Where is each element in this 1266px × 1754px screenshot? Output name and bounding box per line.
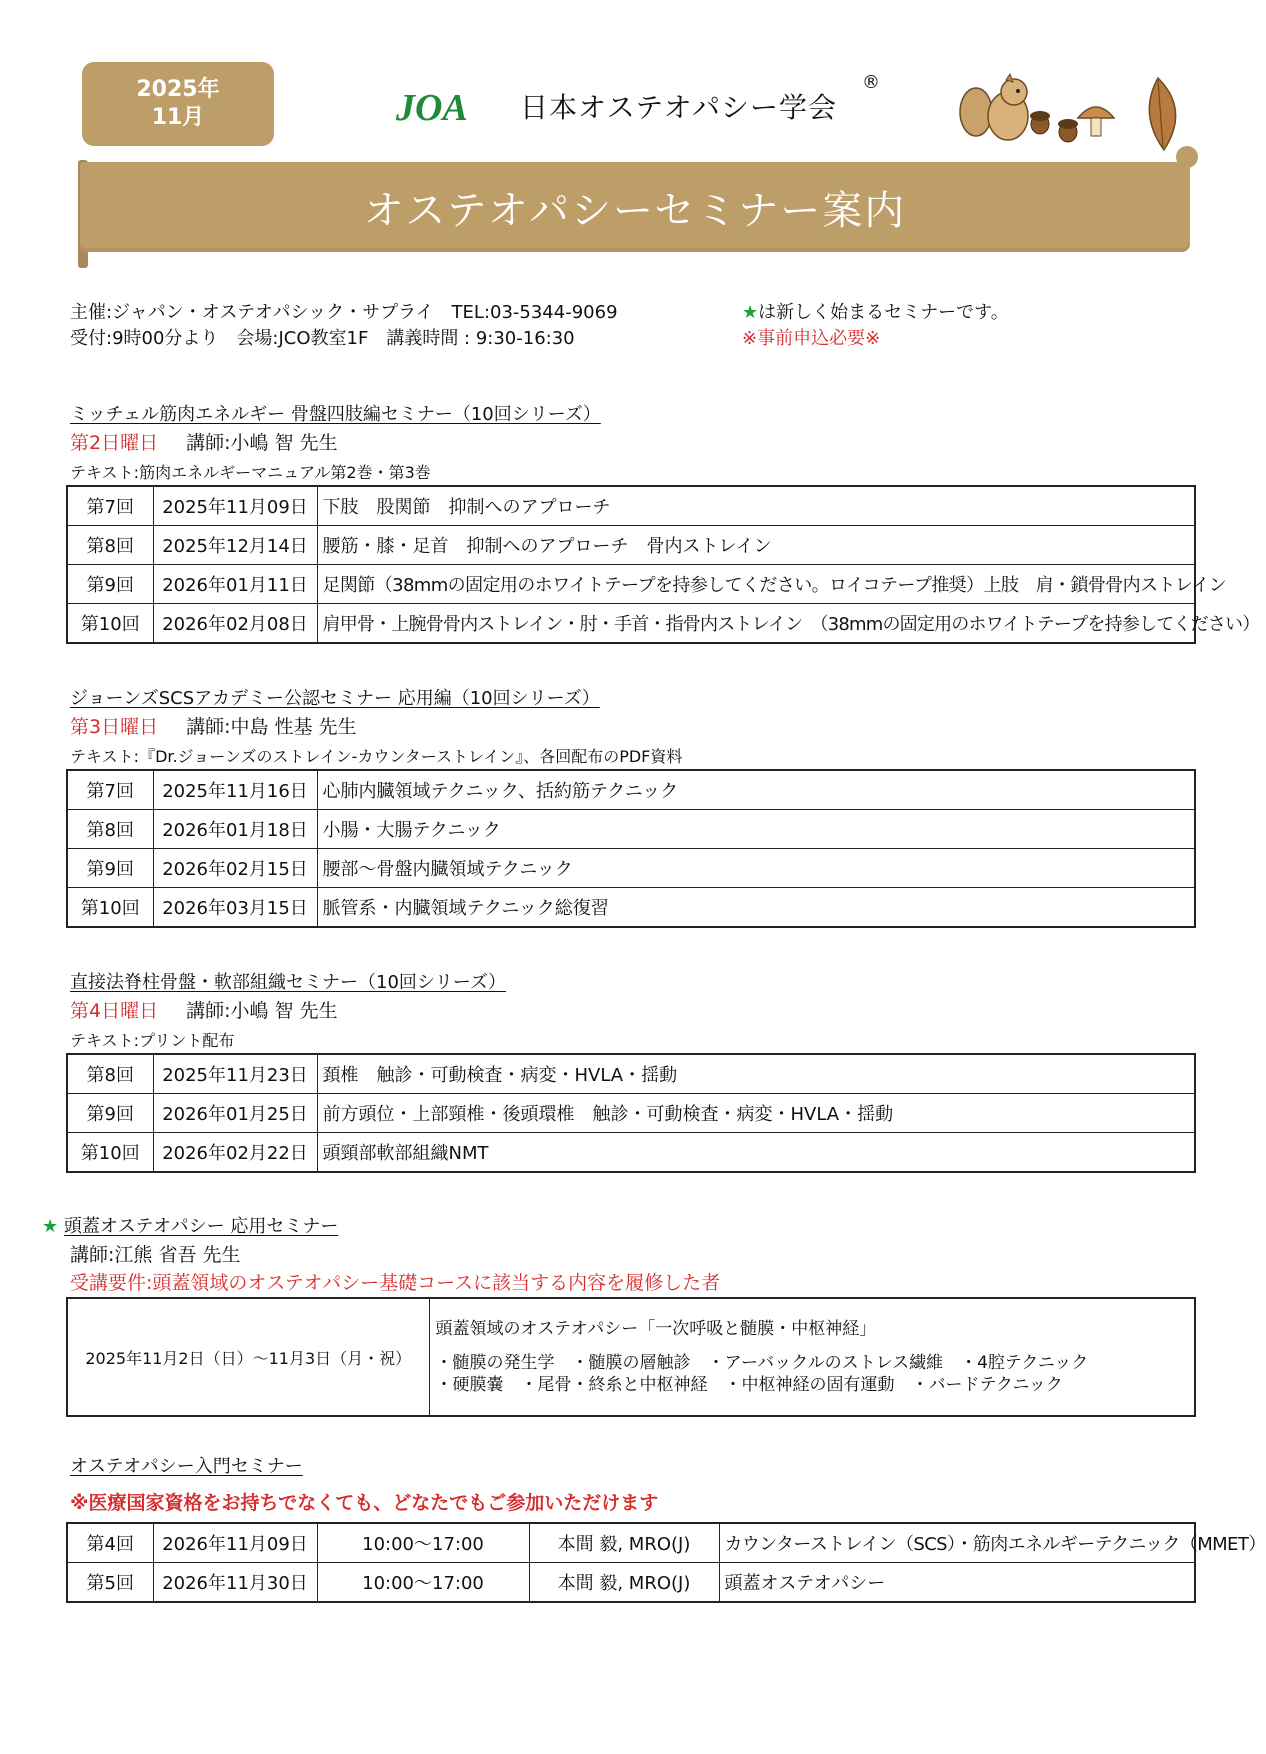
session-date: 2025年11月16日	[153, 770, 317, 810]
session-number: 第10回	[67, 888, 153, 928]
cranial-detail-line-2: ・硬膜嚢 ・尾骨・終糸と中枢神経 ・中枢神経の固有運動 ・バードテクニック	[435, 1375, 1063, 1395]
session-number: 第8回	[67, 526, 153, 565]
session-number: 第4回	[67, 1523, 153, 1563]
schedule-table-cranial	[66, 1297, 1196, 1417]
star-icon: ★	[742, 302, 759, 323]
table-row	[67, 604, 1195, 644]
session-content: 腰部～骨盤内臓領域テクニック	[317, 849, 1195, 888]
session-content: 小腸・大腸テクニック	[317, 810, 1195, 849]
joa-logo	[396, 80, 468, 130]
section-text: テキスト:筋肉エネルギーマニュアル第2巻・第3巻	[70, 463, 431, 482]
session-number: 第9回	[67, 849, 153, 888]
session-number: 第8回	[67, 1054, 153, 1094]
table-row	[67, 486, 1195, 526]
intro-note: ※医療国家資格をお持ちでなくても、どなたでもご参加いただけます	[70, 1492, 659, 1514]
reception-line: 受付:9時00分より 会場:JCO教室1F 講義時間 : 9:30-16:30	[70, 328, 575, 349]
section-lecturer: 講師:中島 性基 先生	[186, 716, 357, 738]
session-date: 2026年11月09日	[153, 1523, 317, 1563]
session-number: 第7回	[67, 486, 153, 526]
organizer-line: 主催:ジャパン・オステオパシック・サプライ TEL:03-5344-9069	[70, 302, 618, 323]
session-date: 2026年03月15日	[153, 888, 317, 928]
session-date: 2026年02月15日	[153, 849, 317, 888]
cranial-detail-title: 頭蓋領域のオステオパシー「一次呼吸と髄膜・中枢神経」	[435, 1319, 877, 1339]
session-number: 第9回	[67, 1094, 153, 1133]
cranial-title-line	[42, 1212, 338, 1238]
session-lecturer: 本間 毅, MRO(J)	[529, 1563, 719, 1603]
cranial-detail-line-1: ・髄膜の発生学 ・髄膜の層触診 ・アーバックルのストレス繊維 ・4腔テクニック	[435, 1353, 1089, 1373]
session-date: 2026年02月08日	[153, 604, 317, 644]
session-date: 2025年12月14日	[153, 526, 317, 565]
date-year: 2025年	[136, 77, 220, 102]
banner-title: オステオパシーセミナー案内	[80, 162, 1190, 252]
table-row	[67, 526, 1195, 565]
section-title-jones: ジョーンズSCSアカデミー公認セミナー 応用編（10回シリーズ）	[70, 688, 600, 709]
reservation-note: ※事前申込必要※	[742, 328, 881, 349]
table-row	[67, 565, 1195, 604]
section-day: 第2日曜日	[70, 432, 159, 454]
table-row	[67, 849, 1195, 888]
section-day: 第3日曜日	[70, 716, 159, 738]
session-date: 2026年01月18日	[153, 810, 317, 849]
new-seminar-note	[742, 300, 1009, 326]
section-day-lecturer	[70, 428, 338, 455]
section-day: 第4日曜日	[70, 1000, 159, 1022]
table-row	[67, 810, 1195, 849]
session-date: 2026年01月11日	[153, 565, 317, 604]
date-badge	[82, 62, 274, 146]
cranial-lecturer: 講師:江熊 省吾 先生	[70, 1244, 241, 1266]
table-row	[67, 1298, 1195, 1416]
intro-title: オステオパシー入門セミナー	[70, 1456, 303, 1477]
section-title-mitchell: ミッチェル筋肉エネルギー 骨盤四肢編セミナー（10回シリーズ）	[70, 404, 601, 425]
registered-mark: ®	[862, 72, 880, 93]
session-date: 2026年02月22日	[153, 1133, 317, 1173]
session-content: 頚椎 触診・可動検査・病変・HVLA・揺動	[317, 1054, 1195, 1094]
session-content: 肩甲骨・上腕骨骨内ストレイン・肘・手首・指骨内ストレイン （38mmの固定用のホワイトテープを持参してください）	[317, 604, 1195, 644]
session-date: 2025年11月09日	[153, 486, 317, 526]
table-row	[67, 1054, 1195, 1094]
session-content: 前方頭位・上部頸椎・後頭環椎 触診・可動検査・病変・HVLA・揺動	[317, 1094, 1195, 1133]
schedule-table-jones	[66, 769, 1196, 928]
squirrel-mushroom-leaf-illustration	[958, 74, 1188, 154]
session-date: 2025年11月23日	[153, 1054, 317, 1094]
session-number: 第9回	[67, 565, 153, 604]
joa-logo-text: JOA	[396, 87, 468, 129]
section-day-lecturer	[70, 996, 338, 1023]
session-content: 腰筋・膝・足首 抑制へのアプローチ 骨内ストレイン	[317, 526, 1195, 565]
session-number: 第7回	[67, 770, 153, 810]
table-row	[67, 1563, 1195, 1603]
org-name: 日本オステオパシー学会	[520, 91, 838, 124]
session-content: 下肢 股関節 抑制へのアプローチ	[317, 486, 1195, 526]
session-number: 第8回	[67, 810, 153, 849]
session-number: 第5回	[67, 1563, 153, 1603]
schedule-table-intro	[66, 1522, 1266, 1603]
section-text: テキスト:『Dr.ジョーンズのストレイン-カウンターストレイン』、各回配布のPDF資料	[70, 747, 683, 766]
session-content: 頭蓋オステオパシー	[719, 1563, 1195, 1603]
table-row	[67, 770, 1195, 810]
section-day-lecturer	[70, 712, 357, 739]
session-content: 脈管系・内臓領域テクニック総復習	[317, 888, 1195, 928]
section-text: テキスト:プリント配布	[70, 1031, 235, 1050]
session-time: 10:00～17:00	[317, 1523, 529, 1563]
schedule-table-direct	[66, 1053, 1196, 1173]
date-month: 11月	[151, 105, 205, 130]
cranial-title: 頭蓋オステオパシー 応用セミナー	[63, 1216, 339, 1237]
section-title-direct: 直接法脊柱骨盤・軟部組織セミナー（10回シリーズ）	[70, 972, 507, 993]
session-content: 心肺内臓領域テクニック、括約筋テクニック	[317, 770, 1195, 810]
session-number: 第10回	[67, 604, 153, 644]
cranial-requirement: 受講要件:頭蓋領域のオステオパシー基礎コースに該当する内容を履修した者	[70, 1272, 721, 1294]
session-time: 10:00～17:00	[317, 1563, 529, 1603]
session-content: 頭頸部軟部組織NMT	[317, 1133, 1195, 1173]
cranial-detail	[429, 1298, 1195, 1416]
section-lecturer: 講師:小嶋 智 先生	[186, 432, 338, 454]
star-icon: ★	[42, 1216, 59, 1237]
cranial-date: 2025年11月2日（日）～11月3日（月・祝）	[67, 1298, 429, 1416]
session-lecturer: 本間 毅, MRO(J)	[529, 1523, 719, 1563]
table-row	[67, 1094, 1195, 1133]
session-content: 足関節（38mmの固定用のホワイトテープを持参してください。ロイコテープ推奨）上肢 肩・鎖骨骨内ストレイン	[317, 565, 1195, 604]
table-row	[67, 888, 1195, 928]
section-lecturer: 講師:小嶋 智 先生	[186, 1000, 338, 1022]
table-row	[67, 1133, 1195, 1173]
session-number: 第10回	[67, 1133, 153, 1173]
session-date: 2026年11月30日	[153, 1563, 317, 1603]
new-seminar-note-text: は新しく始まるセミナーです。	[758, 302, 1009, 323]
session-date: 2026年01月25日	[153, 1094, 317, 1133]
table-row	[67, 1523, 1195, 1563]
schedule-table-mitchell	[66, 485, 1260, 644]
session-content: カウンターストレイン（SCS）・筋肉エネルギーテクニック（MMET）	[719, 1523, 1195, 1563]
